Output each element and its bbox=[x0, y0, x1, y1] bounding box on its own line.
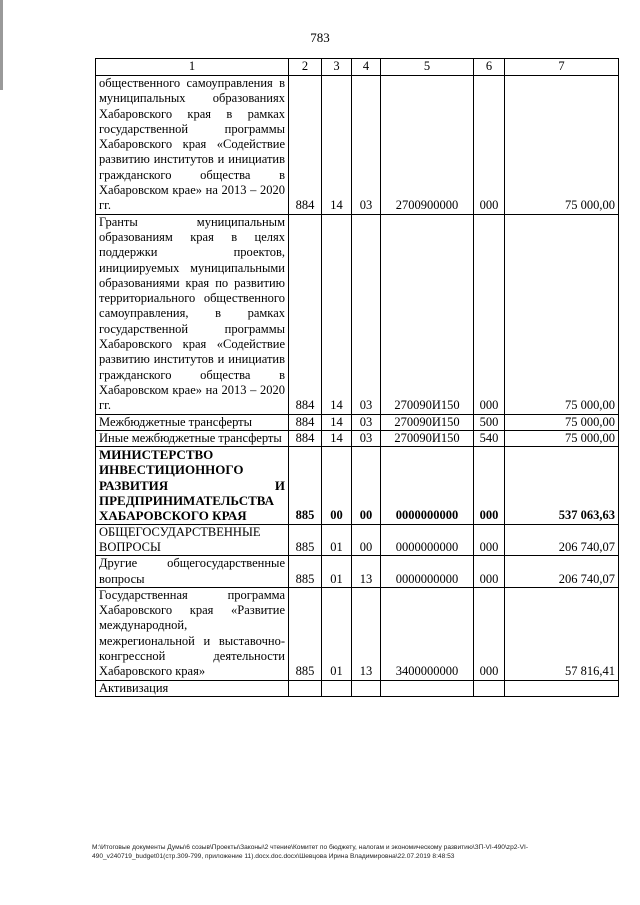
row-c6: 000 bbox=[474, 76, 505, 215]
row-c6: 000 bbox=[474, 524, 505, 556]
row-c6: 000 bbox=[474, 214, 505, 414]
row-c4: 13 bbox=[352, 556, 381, 588]
budget-table-container bbox=[95, 58, 618, 697]
row-name: общественного самоуправления в муниципальных образованиях Хабаровского края в рамках государственной программы Хабаровского края «Содействие развитию институтов и инициатив гражданского общества в Хабаровском крае» на 2013 – 2020 гг. bbox=[96, 76, 289, 215]
row-c5: 3400000000 bbox=[381, 587, 474, 680]
row-c4: 13 bbox=[352, 587, 381, 680]
header-row bbox=[96, 59, 619, 76]
row-c7 bbox=[505, 680, 619, 696]
row-c2: 884 bbox=[289, 214, 322, 414]
row-c3: 01 bbox=[322, 587, 352, 680]
row-name: МИНИСТЕРСТВО ИНВЕСТИЦИОННОГО РАЗВИТИЯ И ПРЕДПРИНИМАТЕЛЬСТВА ХАБАРОВСКОГО КРАЯ bbox=[96, 447, 289, 524]
row-c7: 75 000,00 bbox=[505, 214, 619, 414]
row-c2: 885 bbox=[289, 587, 322, 680]
header-col-2: 2 bbox=[289, 59, 322, 76]
header-col-3: 3 bbox=[322, 59, 352, 76]
row-c3: 14 bbox=[322, 214, 352, 414]
file-path-footer: M:\Итоговые документы Думы\6 созыв\Проекты\Законы\2 чтение\Комитет по бюджету, налогам и экономическому развитию\ЗП-VI-490\zp2-VI-490_v240719_budget01(стр.309-799, приложение 11).docx.doc.docx\Шевцова Ирина Владимировна\22.07.2019 8:48:53 bbox=[92, 844, 529, 860]
row-c7: 75 000,00 bbox=[505, 76, 619, 215]
table-row bbox=[96, 430, 619, 446]
row-name: Государственная программа Хабаровского края «Развитие международной, межрегиональной и выставочно-конгрессной деятельности Хабаровского края» bbox=[96, 587, 289, 680]
header-col-1: 1 bbox=[96, 59, 289, 76]
table-row-ministry bbox=[96, 447, 619, 524]
header-col-6: 6 bbox=[474, 59, 505, 76]
row-c5: 0000000000 bbox=[381, 524, 474, 556]
row-c4: 00 bbox=[352, 447, 381, 524]
row-c3: 01 bbox=[322, 524, 352, 556]
row-c5: 0000000000 bbox=[381, 447, 474, 524]
row-c4: 03 bbox=[352, 76, 381, 215]
row-c4: 03 bbox=[352, 414, 381, 430]
header-col-4: 4 bbox=[352, 59, 381, 76]
row-c6 bbox=[474, 680, 505, 696]
row-c3: 14 bbox=[322, 414, 352, 430]
row-c7: 206 740,07 bbox=[505, 556, 619, 588]
row-c3: 00 bbox=[322, 447, 352, 524]
row-c6: 540 bbox=[474, 430, 505, 446]
row-c4 bbox=[352, 680, 381, 696]
table-row bbox=[96, 680, 619, 696]
row-c6: 500 bbox=[474, 414, 505, 430]
table-row bbox=[96, 214, 619, 414]
table-row bbox=[96, 524, 619, 556]
table-row bbox=[96, 587, 619, 680]
row-c5 bbox=[381, 680, 474, 696]
row-name: ОБЩЕГОСУДАРСТВЕННЫЕ ВОПРОСЫ bbox=[96, 524, 289, 556]
row-name: Другие общегосударственные вопросы bbox=[96, 556, 289, 588]
row-c7: 537 063,63 bbox=[505, 447, 619, 524]
row-c4: 03 bbox=[352, 430, 381, 446]
row-c3 bbox=[322, 680, 352, 696]
row-c2: 885 bbox=[289, 556, 322, 588]
row-name: Межбюджетные трансферты bbox=[96, 414, 289, 430]
row-name: Иные межбюджетные трансферты bbox=[96, 430, 289, 446]
table-row bbox=[96, 414, 619, 430]
table-row bbox=[96, 76, 619, 215]
row-c5: 0000000000 bbox=[381, 556, 474, 588]
row-c2: 885 bbox=[289, 447, 322, 524]
header-col-7: 7 bbox=[505, 59, 619, 76]
header-col-5: 5 bbox=[381, 59, 474, 76]
row-c5: 270090И150 bbox=[381, 214, 474, 414]
row-c7: 57 816,41 bbox=[505, 587, 619, 680]
row-c2: 884 bbox=[289, 76, 322, 215]
row-c2: 884 bbox=[289, 414, 322, 430]
row-c7: 75 000,00 bbox=[505, 414, 619, 430]
row-c6: 000 bbox=[474, 556, 505, 588]
row-c4: 03 bbox=[352, 214, 381, 414]
row-c7: 206 740,07 bbox=[505, 524, 619, 556]
page-number: 783 bbox=[310, 30, 330, 45]
row-c6: 000 bbox=[474, 447, 505, 524]
row-c5: 2700900000 bbox=[381, 76, 474, 215]
row-c5: 270090И150 bbox=[381, 414, 474, 430]
row-name: Гранты муниципальным образованиям края в целях поддержки проектов, инициируемых муниципальными образованиями края по развитию территориального общественного самоуправления, в рамках государственной программы Хабаровского края «Содействие развитию институтов и инициатив гражданского общества в Хабаровском крае» на 2013 – 2020 гг. bbox=[96, 214, 289, 414]
row-c4: 00 bbox=[352, 524, 381, 556]
row-c3: 14 bbox=[322, 430, 352, 446]
row-c2 bbox=[289, 680, 322, 696]
table-row bbox=[96, 556, 619, 588]
row-name: Активизация bbox=[96, 680, 289, 696]
row-c3: 01 bbox=[322, 556, 352, 588]
row-c6: 000 bbox=[474, 587, 505, 680]
budget-table bbox=[95, 58, 619, 697]
row-c2: 884 bbox=[289, 430, 322, 446]
row-c3: 14 bbox=[322, 76, 352, 215]
row-c7: 75 000,00 bbox=[505, 430, 619, 446]
row-c2: 885 bbox=[289, 524, 322, 556]
row-c5: 270090И150 bbox=[381, 430, 474, 446]
